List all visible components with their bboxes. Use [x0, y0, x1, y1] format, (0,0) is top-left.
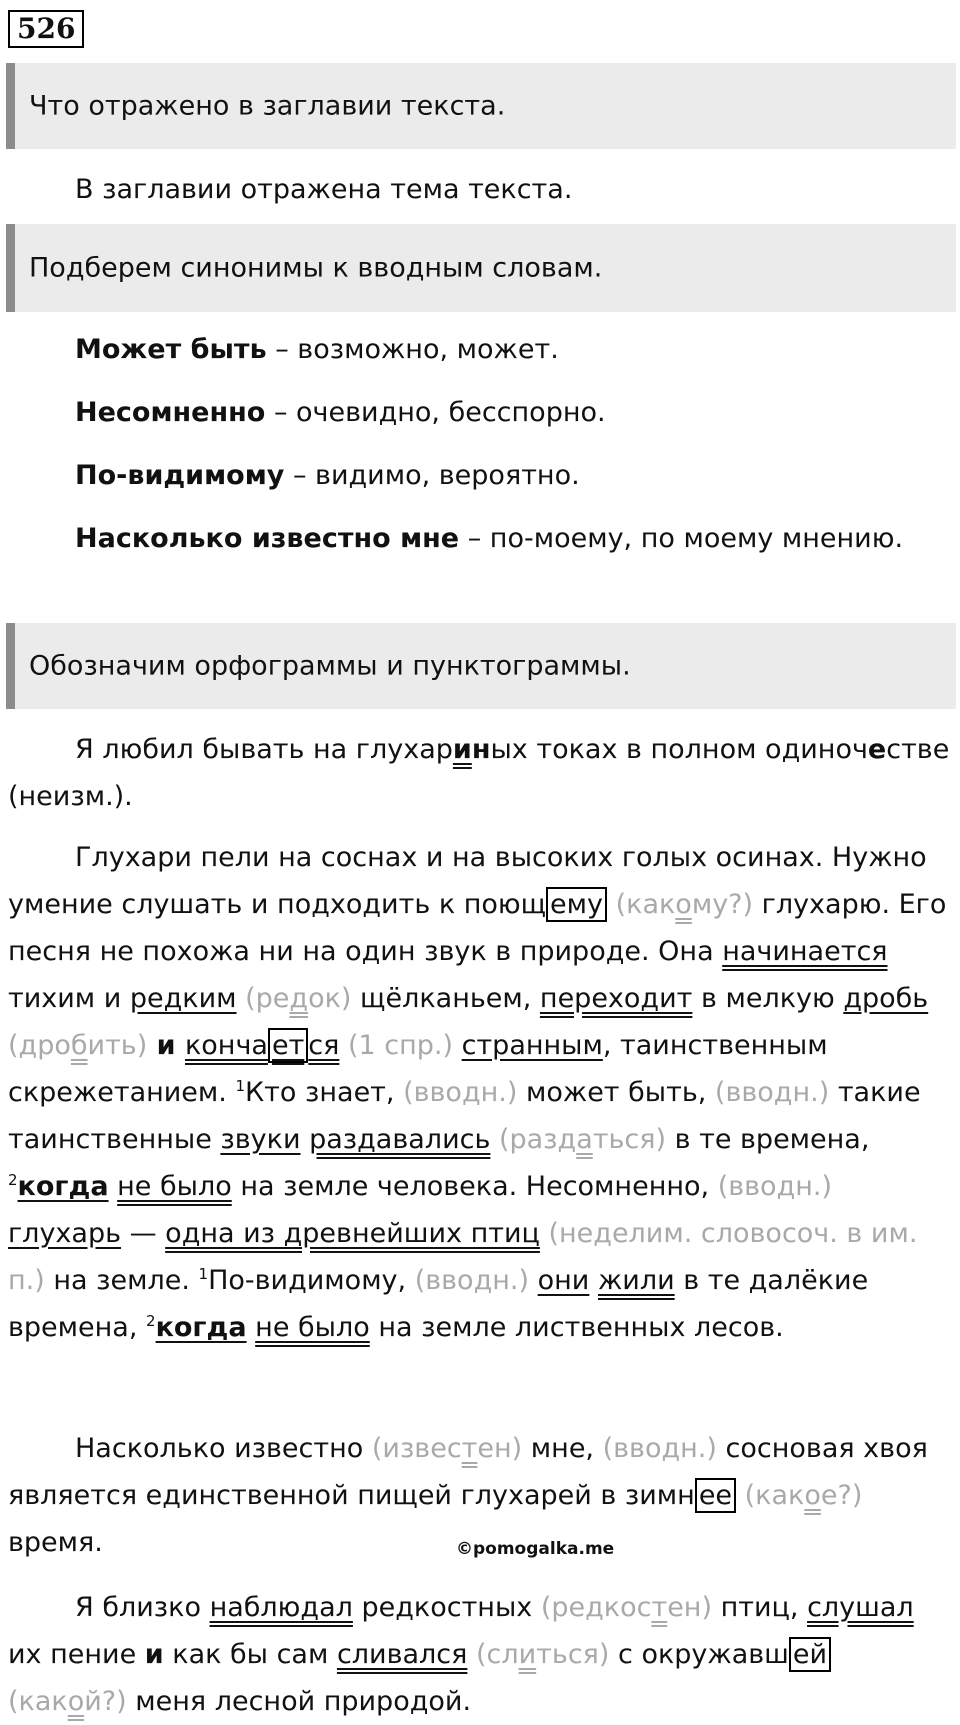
synonym-line [8, 452, 953, 499]
question-bar-2 [6, 224, 956, 312]
synonym-text: – видимо, вероятно. [284, 460, 580, 491]
synonym-word: Несомненно [75, 397, 266, 428]
paragraph-1: Я любил бывать на глухариных токах в полном одиночестве (неизм.). [8, 734, 950, 812]
synonym-word: Может быть [75, 334, 267, 365]
question-1: Что отражено в заглавии текста. [29, 90, 506, 122]
synonym-text: – очевидно, бесспорно. [265, 397, 606, 428]
question-bar-1 [6, 63, 956, 149]
synonym-line [8, 326, 953, 373]
synonym-word: Насколько известно мне [75, 523, 460, 554]
synonym-text: – по-моему, по моему мнению. [459, 523, 904, 554]
synonym-line [8, 389, 953, 436]
copyright-watermark: ©pomogalka.me [456, 1539, 615, 1559]
paragraph-4: Я близко наблюдал редкостных (редкостен) птиц, слушал их пение и как бы сам сливался (слиться) с окружавш ей (какой?) меня лесной природой. [8, 1592, 914, 1717]
paragraph-3: Насколько известно (известен) мне, (вводн.) сосновая хвоя является единственной пищей глухарей в зимн ее (какое?) время. [8, 1433, 928, 1558]
paragraph-2: Глухари пели на соснах и на высоких голых осинах. Нужно умение слушать и подходить к поющ ему (какому?) глухарю. Его песня не похожа ни на один звук в природе. Она начинается тихим и редким (редок) щёлканьем, переходит в мелкую дробь (дробить) и конча ет ся (1 спр.) странным, таинственным скрежетанием. $^1$Кто знает, (вводн.) может быть, (вводн.) такие таинственные звуки раздавались (раздаться) в те времена, $^2$когда не было на земле человека. Несомненно, (вводн.) глухарь — одна из древнейших птиц (неделим. словосоч. в им. п.) на земле. $^1$По-видимому, (вводн.) они жили в те далёкие времена, $^2$когда не было на земле лиственных лесов. [8, 842, 947, 1343]
question-2: Подберем синонимы к вводным словам. [29, 252, 603, 284]
synonym-word: По-видимому [75, 460, 285, 491]
question-3: Обозначим орфограммы и пунктограммы. [29, 650, 631, 682]
synonym-line [8, 515, 953, 562]
answer-1: В заглавии отражена тема текста. [75, 174, 573, 205]
exercise-number: 526 [8, 10, 84, 48]
synonym-text: – возможно, может. [266, 334, 559, 365]
question-bar-3 [6, 623, 956, 709]
